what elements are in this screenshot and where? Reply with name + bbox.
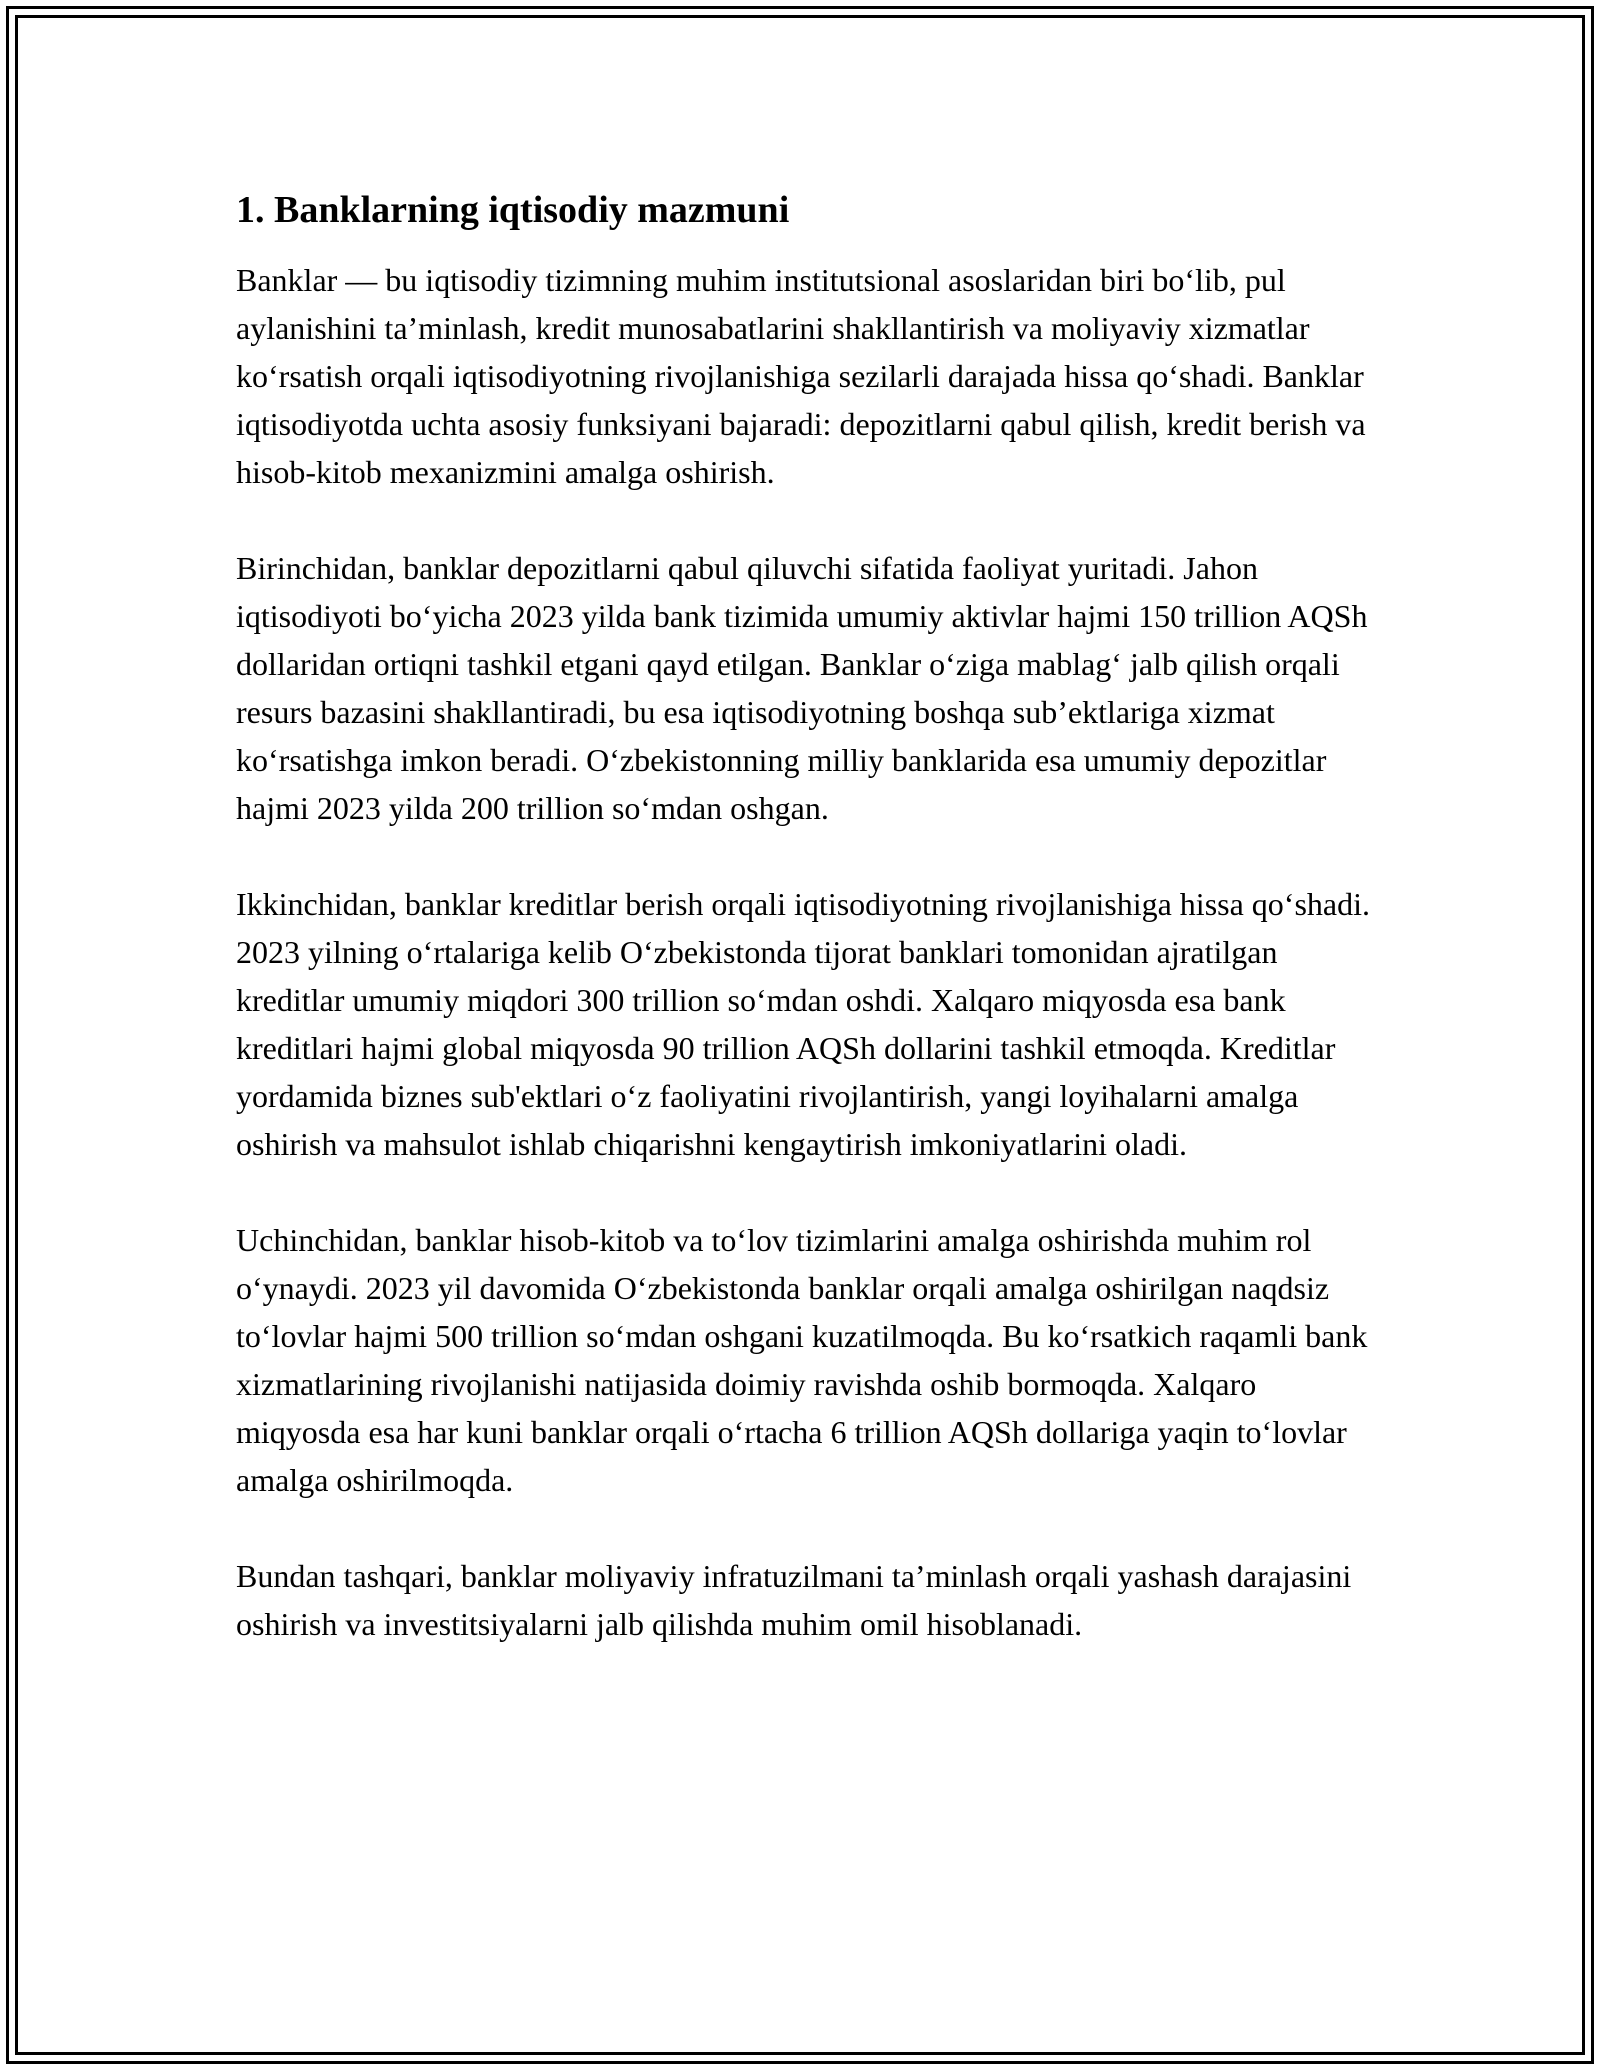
paragraph-deposits: Birinchidan, banklar depozitlarni qabul qiluvchi sifatida faoliyat yuritadi. Jahon iqtisodiyoti bo‘yicha 2023 yilda bank tizimida umumiy aktivlar hajmi 150 trillion AQSh dollaridan ortiqni tashkil etgani qayd etilgan. Banklar o‘ziga mablag‘ jalb qilish orqali resurs bazasini shakllantiradi, bu esa iqtisodiyotning boshqa sub’ektlariga xizmat ko‘rsatishga imkon beradi. O‘zbekistonning milliy banklarida esa umumiy depozitlar hajmi 2023 yilda 200 trillion so‘mdan oshgan. bbox=[236, 550, 1368, 826]
paragraph-credits: Ikkinchidan, banklar kreditlar berish orqali iqtisodiyotning rivojlanishiga hissa qo‘shadi. 2023 yilning o‘rtalariga kelib O‘zbekistonda tijorat banklari tomonidan ajratilgan kreditlar umumiy miqdori 300 trillion so‘mdan oshdi. Xalqaro miqyosda esa bank kreditlari hajmi global miqyosda 90 trillion AQSh dollarini tashkil etmoqda. Kreditlar yordamida biznes sub'ektlari o‘z faoliyatini rivojlantirish, yangi loyihalarni amalga oshirish va mahsulot ishlab chiqarishni kengaytirish imkoniyatlarini oladi. bbox=[236, 886, 1370, 1162]
paragraph-payments: Uchinchidan, banklar hisob-kitob va to‘lov tizimlarini amalga oshirishda muhim rol o‘ynaydi. 2023 yil davomida O‘zbekistonda banklar orqali amalga oshirilgan naqdsiz to‘lovlar hajmi 500 trillion so‘mdan oshgani kuzatilmoqda. Bu ko‘rsatkich raqamli bank xizmatlarining rivojlanishi natijasida doimiy ravishda oshib bormoqda. Xalqaro miqyosda esa har kuni banklar orqali o‘rtacha 6 trillion AQSh dollariga yaqin to‘lovlar amalga oshirilmoqda. bbox=[236, 1222, 1368, 1498]
paragraph-intro: Banklar — bu iqtisodiy tizimning muhim institutsional asoslaridan biri bo‘lib, pul aylanishini ta’minlash, kredit munosabatlarini shakllantirish va moliyaviy xizmatlar ko‘rsatish orqali iqtisodiyotning rivojlanishiga sezilarli darajada hissa qo‘shadi. Banklar iqtisodiyotda uchta asosiy funksiyani bajaradi: depozitlarni qabul qilish, kredit berish va hisob-kitob mexanizmini amalga oshirish. bbox=[236, 262, 1366, 490]
section-heading: 1. Banklarning iqtisodiy mazmuni bbox=[236, 189, 790, 231]
paragraph-conclusion: Bundan tashqari, banklar moliyaviy infratuzilmani ta’minlash orqali yashash darajasini oshirish va investitsiyalarni jalb qilishda muhim omil hisoblanadi. bbox=[236, 1558, 1352, 1642]
document-body bbox=[236, 186, 1386, 1648]
